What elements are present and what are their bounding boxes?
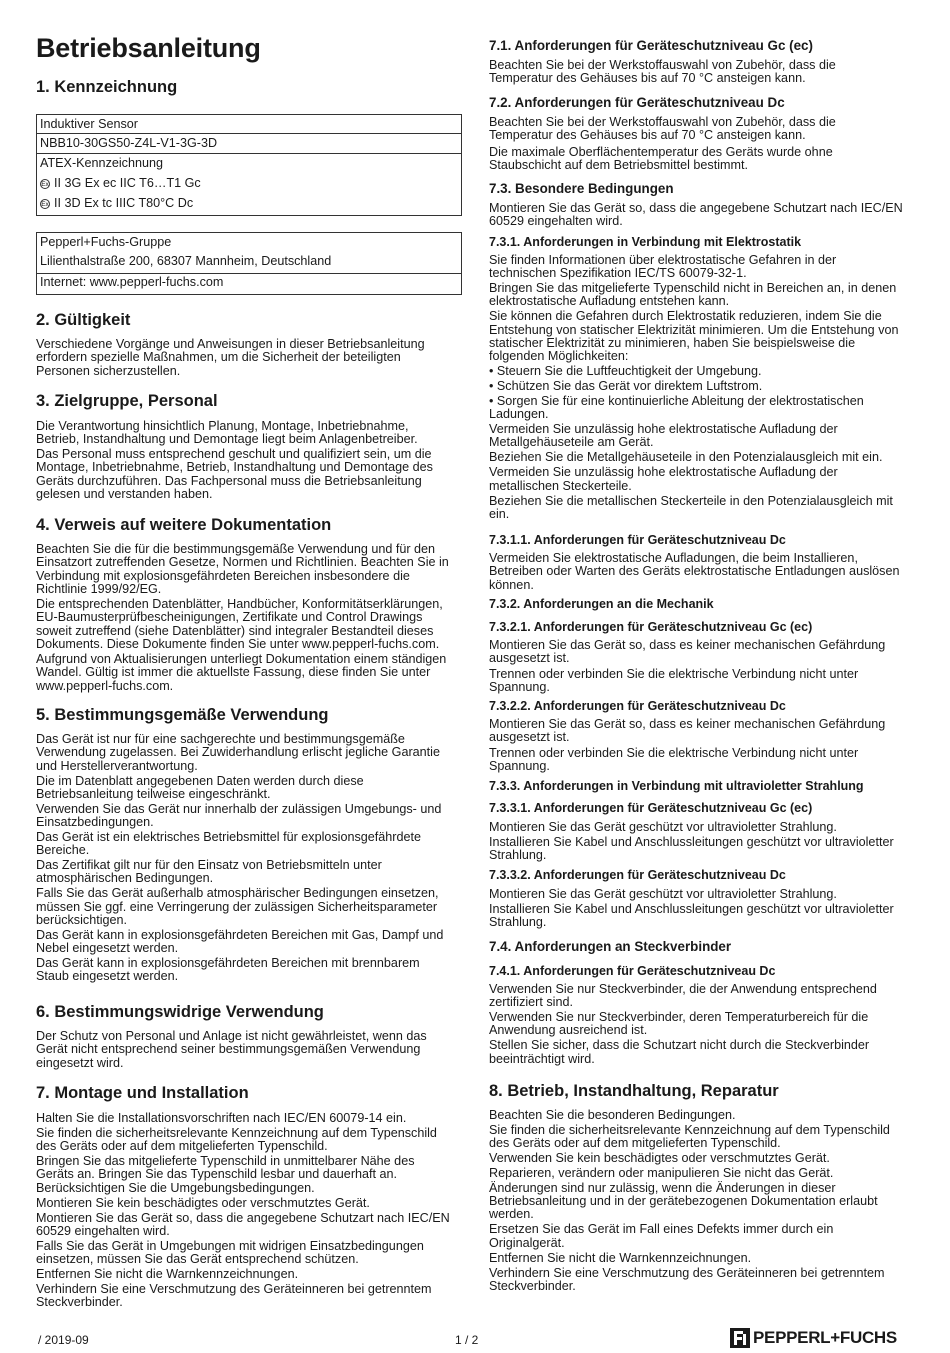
text-line: folgenden Möglichkeiten: — [489, 349, 629, 364]
text-line: Geräts an. Bringen Sie das Typenschild lesbar und dauerhaft an. — [36, 1167, 398, 1182]
text-line: Berücksichtigen Sie die Umgebungsbedingungen. — [36, 1180, 315, 1195]
page-title: Betriebsanleitung — [36, 33, 261, 63]
text-line: Staub eingesetzt werden. — [36, 969, 179, 984]
text-line: Das Gerät kann in explosionsgefährdeten Bereichen mit brennbarem — [36, 956, 420, 970]
paragraph — [36, 543, 466, 596]
text-line: zertifiziert sind. — [489, 995, 573, 1010]
text-line: elektrostatische Aufladung entstehen kann. — [489, 294, 730, 309]
section-heading: 7. Montage und Installation — [36, 1084, 249, 1102]
text-line: Die maximale Oberflächentemperatur des Geräts wurde ohne — [489, 145, 833, 159]
text-line: Verwendung zugelassen. Bei Zuwiderhandlung erlischt jegliche Garantie — [36, 745, 440, 760]
text-line: Vermeiden Sie elektrostatische Aufladungen, die beim Installieren, — [489, 551, 858, 565]
table-divider — [37, 153, 461, 154]
text-line: Verwenden Sie das Gerät nur innerhalb der zulässigen Umgebungs- und — [36, 801, 442, 816]
marking-text: II 3G Ex ec IIC T6…T1 Gc — [54, 176, 201, 190]
text-line: Geräts durchzuführen. Das Fachpersonal muss die Betriebsanleitung — [36, 473, 422, 488]
text-line: Richtlinie 1999/92/EG. — [36, 581, 162, 596]
paragraph — [489, 1109, 919, 1122]
text-line: Die im Datenblatt angegebenen Daten werden durch diese — [36, 773, 364, 788]
paragraph — [489, 552, 919, 592]
text-line: Installieren Sie Kabel und Anschlussleitungen geschützt vor ultravioletter — [489, 902, 894, 916]
section-heading: 8. Betrieb, Instandhaltung, Reparatur — [489, 1082, 779, 1100]
manufacturer-table — [36, 232, 462, 295]
text-line: Temperatur des Gehäuses bis auf 70 °C ansteigen kann. — [489, 128, 806, 143]
paragraph — [489, 59, 919, 86]
paragraph — [36, 1127, 466, 1154]
subsection-heading: 7.3.3.1. Anforderungen für Geräteschutzniveau Gc (ec) — [489, 801, 813, 815]
text-line: Verwenden Sie nur Steckverbinder, deren Temperaturbereich für die — [489, 1010, 869, 1025]
paragraph — [36, 448, 466, 501]
text-line: Betrieb, Instandhaltung und Demontage liegt beim Anlagenbetreiber. — [36, 432, 418, 447]
paragraph — [489, 1124, 919, 1151]
marking-row — [40, 176, 201, 190]
text-line: Die Verantwortung hinsichtlich Planung, Montage, Inbetriebnahme, — [36, 419, 409, 433]
text-line: Falls Sie das Gerät in Umgebungen mit widrigen Einsatzbedingungen — [36, 1238, 424, 1253]
paragraph — [36, 1197, 466, 1210]
paragraph — [36, 803, 466, 830]
paragraph — [489, 718, 919, 745]
ex-symbol-icon: Ex — [41, 201, 49, 208]
section-heading: 7.3. Besondere Bedingungen — [489, 181, 674, 196]
paragraph — [489, 1267, 919, 1294]
text-line: EU-Baumusterprüfbescheinigungen, Zertifikate und Control Drawings — [36, 610, 423, 625]
text-line: Gerät nicht entsprechend seiner bestimmungsgemäßen Verwendung — [36, 1042, 421, 1057]
marking-row — [40, 136, 217, 150]
paragraph — [36, 653, 466, 693]
paragraph — [489, 1182, 919, 1222]
section-heading: 7.4. Anforderungen an Steckverbinder — [489, 939, 732, 954]
paragraph — [36, 831, 466, 858]
text-line: Metallgehäuseteile am Gerät. — [489, 435, 654, 450]
text-line: Bringen Sie das mitgelieferte Typenschild in unmittelbarer Nähe des — [36, 1154, 415, 1169]
text-line: gelesen und verstanden haben. — [36, 486, 213, 501]
text-line: berücksichtigen. — [36, 912, 128, 927]
subsection-heading: 7.3.1.1. Anforderungen für Geräteschutzniveau Dc — [489, 533, 786, 547]
text-line: Montieren Sie das Gerät so, dass es keiner mechanischen Gefährdung — [489, 638, 886, 652]
text-line: und Herstellerverantwortung. — [36, 758, 198, 773]
subsection-heading: 7.3.2.1. Anforderungen für Geräteschutzniveau Gc (ec) — [489, 620, 813, 634]
text-line: Bereiche. — [36, 843, 90, 858]
text-line: Sie finden die sicherheitsrelevante Kennzeichnung auf dem Typenschild — [36, 1125, 437, 1140]
text-line: ein. — [489, 506, 510, 521]
text-line: Betriebsanleitung teilweise eingeschränkt. — [36, 786, 271, 801]
text-line: Trennen oder verbinden Sie die elektrische Verbindung nicht unter — [489, 746, 859, 760]
paragraph — [489, 254, 919, 281]
paragraph — [489, 639, 919, 666]
text-line: Änderungen sind nur zulässig, wenn die Änderungen in dieser — [489, 1180, 836, 1195]
text-line: Beziehen Sie die metallischen Steckerteile in den Potenzialausgleich mit — [489, 493, 893, 508]
text-line: Montieren Sie das Gerät so, dass die angegebene Schutzart nach IEC/EN — [36, 1210, 450, 1225]
text-line: Montieren Sie kein beschädigtes oder verschmutztes Gerät. — [36, 1195, 370, 1210]
text-line: Das Gerät kann in explosionsgefährdeten Bereichen mit Gas, Dampf und — [36, 927, 444, 942]
marking-text: ATEX-Kennzeichnung — [40, 156, 163, 170]
paragraph — [489, 395, 919, 422]
manufacturer-row: Pepperl+Fuchs-Gruppe — [40, 235, 172, 249]
text-line: Montieren Sie das Gerät so, dass es keiner mechanischen Gefährdung — [489, 717, 886, 731]
text-line: ausgesetzt ist. — [489, 730, 570, 745]
text-line: Vermeiden Sie unzulässig hohe elektrostatische Aufladung der — [489, 465, 838, 480]
text-line: Steckverbinder. — [36, 1295, 123, 1310]
text-line: Ladungen. — [489, 407, 549, 422]
text-line: Verhindern Sie eine Verschmutzung des Geräteinneren bei getrenntem — [489, 1265, 885, 1280]
text-line: • Steuern Sie die Luftfeuchtigkeit der Umgebung. — [489, 364, 762, 379]
text-line: Sie können die Gefahren durch Elektrostatik reduzieren, indem Sie die — [489, 309, 882, 324]
paragraph — [489, 365, 919, 378]
marking-table — [36, 114, 462, 216]
footer-page-number: 1 / 2 — [455, 1333, 479, 1347]
text-line: Personen sicherzustellen. — [36, 363, 181, 378]
section-heading: 6. Bestimmungswidrige Verwendung — [36, 1003, 324, 1021]
text-line: Verschiedene Vorgänge und Anweisungen in dieser Betriebsanleitung — [36, 337, 425, 351]
paragraph — [489, 451, 919, 464]
text-line: Montage, Inbetriebnahme, Betrieb, Instandhaltung und Demontage des — [36, 460, 433, 475]
marking-text: II 3D Ex tc IIIC T80°C Dc — [54, 196, 194, 210]
text-line: www.pepperl-fuchs.com. — [36, 678, 174, 693]
section-heading: 5. Bestimmungsgemäße Verwendung — [36, 706, 329, 724]
section-heading: 7.1. Anforderungen für Geräteschutzniveau Gc (ec) — [489, 38, 813, 53]
paragraph — [36, 1030, 466, 1070]
text-line: eingesetzt wird. — [36, 1055, 124, 1070]
paragraph — [489, 1011, 919, 1038]
paragraph — [36, 929, 466, 956]
paragraph — [489, 903, 919, 930]
text-line: 60529 eingehalten wird. — [489, 214, 623, 229]
text-line: Aufgrund von Aktualisierungen unterliegt Dokumentation einem ständigen — [36, 652, 447, 666]
text-line: einsetzen, müssen Sie das Gerät entsprechend schützen. — [36, 1251, 359, 1266]
paragraph — [36, 1155, 466, 1195]
text-line: Wandel. Gültig ist immer die aktuellste Fassung, diese finden Sie unter — [36, 665, 431, 680]
text-line: metallischen Steckerteile. — [489, 478, 632, 493]
paragraph — [36, 1268, 466, 1281]
text-line: Montieren Sie das Gerät geschützt vor ultravioletter Strahlung. — [489, 820, 837, 834]
paragraph — [489, 1152, 919, 1165]
paragraph — [489, 836, 919, 863]
text-line: Entfernen Sie nicht die Warnkennzeichnungen. — [489, 1250, 752, 1265]
paragraph — [489, 1167, 919, 1180]
paragraph — [489, 747, 919, 774]
text-line: Betreiben oder Warten des Geräts elektrostatische Entladungen auslösen — [489, 564, 900, 579]
section-heading: 3. Zielgruppe, Personal — [36, 392, 218, 410]
text-line: Die entsprechenden Datenblätter, Handbücher, Konformitätserklärungen, — [36, 597, 443, 611]
paragraph — [489, 668, 919, 695]
subsection-heading: 7.3.2. Anforderungen an die Mechanik — [489, 597, 714, 611]
subsection-heading: 7.3.2.2. Anforderungen für Geräteschutzniveau Dc — [489, 699, 786, 713]
text-line: Beachten Sie die besonderen Bedingungen. — [489, 1108, 736, 1122]
footer-date: / 2019-09 — [38, 1333, 89, 1347]
paragraph — [36, 420, 466, 447]
text-line: atmosphärischen Bedingungen. — [36, 871, 214, 886]
brand-logo — [730, 1326, 897, 1350]
text-line: Montieren Sie das Gerät so, dass die angegebene Schutzart nach IEC/EN — [489, 201, 903, 215]
table-divider — [37, 133, 461, 134]
text-line: Vermeiden Sie unzulässig hohe elektrostatische Aufladung der — [489, 422, 838, 437]
marking-text: Induktiver Sensor — [40, 117, 139, 131]
paragraph — [489, 380, 919, 393]
paragraph — [489, 1039, 919, 1066]
text-line: Bringen Sie das mitgelieferte Typenschild nicht in Bereichen an, in denen — [489, 281, 897, 296]
pepperl-fuchs-logo-icon — [730, 1328, 750, 1348]
text-line: Entfernen Sie nicht die Warnkennzeichnungen. — [36, 1266, 299, 1281]
text-line: Steckverbinder. — [489, 1278, 576, 1293]
paragraph — [36, 338, 466, 378]
paragraph — [36, 887, 466, 927]
text-line: Sie finden die sicherheitsrelevante Kennzeichnung auf dem Typenschild — [489, 1122, 890, 1137]
subsection-heading: 7.4.1. Anforderungen für Geräteschutzniveau Dc — [489, 964, 776, 978]
subsection-heading: 7.3.1. Anforderungen in Verbindung mit Elektrostatik — [489, 235, 802, 249]
text-line: Entstehung von statischer Elektrizität minimieren. Um die Entstehung von — [489, 322, 899, 337]
paragraph — [489, 310, 919, 363]
text-line: Der Schutz von Personal und Anlage ist nicht gewährleistet, wenn das — [36, 1029, 427, 1043]
text-line: Das Gerät ist ein elektrisches Betriebsmittel für explosionsgefährdete — [36, 829, 421, 844]
text-line: Beachten Sie bei der Werkstoffauswahl von Zubehör, dass die — [489, 58, 836, 72]
text-line: beeinträchtigt wird. — [489, 1051, 595, 1066]
text-line: erfordern spezielle Maßnahmen, um die Sicherheit der beteiligten — [36, 350, 401, 365]
text-line: Verbindung mit explosionsgefährdeten Bereichen insbesondere die — [36, 568, 410, 583]
text-line: 60529 eingehalten wird. — [36, 1223, 170, 1238]
text-line: Dokuments. Diese Dokumente finden Sie unter www.pepperl-fuchs.com. — [36, 636, 440, 651]
text-line: Beachten Sie die für die bestimmungsgemäße Verwendung und für den — [36, 542, 436, 556]
text-line: des Geräts oder auf dem mitgelieferten Typenschild. — [36, 1139, 328, 1154]
paragraph — [489, 282, 919, 309]
paragraph — [489, 1252, 919, 1265]
text-line: Halten Sie die Installationsvorschriften nach IEC/EN 60079-14 ein. — [36, 1111, 407, 1125]
text-line: statischer Elektrizität zu minimieren, haben Sie beispielsweise die — [489, 335, 856, 350]
text-line: Strahlung. — [489, 915, 547, 930]
text-line: Einsatzort zutreffenden Gesetze, Normen und Richtlinien. Beachten Sie in — [36, 555, 449, 570]
text-line: Anwendung ausreichend ist. — [489, 1023, 648, 1038]
marking-row — [40, 156, 163, 170]
text-line: werden. — [489, 1207, 534, 1222]
paragraph — [489, 466, 919, 493]
text-line: Verhindern Sie eine Verschmutzung des Geräteinneren bei getrenntem — [36, 1281, 432, 1296]
text-line: Originalgerät. — [489, 1235, 565, 1250]
text-line: Sie finden Informationen über elektrostatische Gefahren in der — [489, 253, 837, 267]
paragraph — [36, 1112, 466, 1125]
text-line: des Geräts oder auf dem mitgelieferten Typenschild. — [489, 1136, 781, 1151]
text-line: Falls Sie das Gerät außerhalb atmosphärischer Bedingungen einsetzen, — [36, 886, 439, 901]
text-line: Beziehen Sie die Metallgehäuseteile in den Potenzialausgleich mit ein. — [489, 450, 883, 465]
marking-text: NBB10-30GS50-Z4L-V1-3G-3D — [40, 136, 218, 150]
paragraph — [36, 733, 466, 773]
table-divider — [37, 273, 461, 274]
text-line: Das Personal muss entsprechend geschult und qualifiziert sein, um die — [36, 447, 432, 461]
paragraph — [489, 888, 919, 901]
text-line: Installieren Sie Kabel und Anschlussleitungen geschützt vor ultravioletter — [489, 835, 894, 849]
text-line: Montieren Sie das Gerät geschützt vor ultravioletter Strahlung. — [489, 887, 837, 901]
text-line: Verwenden Sie kein beschädigtes oder verschmutztes Gerät. — [489, 1151, 830, 1166]
paragraph — [36, 1212, 466, 1239]
paragraph — [489, 202, 919, 229]
text-line: ausgesetzt ist. — [489, 651, 570, 666]
text-line: Spannung. — [489, 680, 550, 695]
ex-symbol-icon: Ex — [41, 181, 49, 188]
text-line: Das Gerät ist nur für eine sachgerechte und bestimmungsgemäße — [36, 732, 405, 746]
paragraph — [36, 598, 466, 651]
text-line: Staubschicht auf dem Betriebsmittel bestimmt. — [489, 158, 748, 173]
text-line: müssen Sie ggf. eine Verringerung der zulässigen Sicherheitsparameter — [36, 899, 438, 914]
text-line: soweit zutreffend (siehe Datenblätter) sind integraler Bestandteil dieses — [36, 623, 434, 638]
text-line: Spannung. — [489, 759, 550, 774]
paragraph — [36, 859, 466, 886]
subsection-heading: 7.3.3. Anforderungen in Verbindung mit ultravioletter Strahlung — [489, 779, 864, 793]
paragraph — [489, 423, 919, 450]
manufacturer-row: Lilienthalstraße 200, 68307 Mannheim, Deutschland — [40, 254, 332, 268]
text-line: technischen Spezifikation IEC/TS 60079-32-1. — [489, 266, 747, 281]
text-line: Verwenden Sie nur Steckverbinder, die der Anwendung entsprechend — [489, 982, 877, 996]
text-line: Einsatzbedingungen. — [36, 814, 154, 829]
manufacturer-row: Internet: www.pepperl-fuchs.com — [40, 275, 224, 289]
section-heading: 2. Gültigkeit — [36, 311, 131, 329]
paragraph — [489, 116, 919, 143]
text-line: Ersetzen Sie das Gerät im Fall eines Defekts immer durch ein — [489, 1222, 834, 1237]
section-heading: 1. Kennzeichnung — [36, 78, 178, 96]
paragraph — [36, 1240, 466, 1267]
section-heading: 4. Verweis auf weitere Dokumentation — [36, 516, 332, 534]
paragraph — [36, 1283, 466, 1310]
text-line: Das Zertifikat gilt nur für den Einsatz von Betriebsmitteln unter — [36, 858, 382, 873]
marking-row — [40, 196, 193, 210]
text-line: Trennen oder verbinden Sie die elektrische Verbindung nicht unter — [489, 667, 859, 681]
text-line: • Schützen Sie das Gerät vor direktem Luftstrom. — [489, 379, 763, 394]
subsection-heading: 7.3.3.2. Anforderungen für Geräteschutzniveau Dc — [489, 868, 786, 882]
paragraph — [489, 983, 919, 1010]
text-line: • Sorgen Sie für eine kontinuierliche Ableitung der elektrostatischen — [489, 394, 864, 408]
logo-text: PEPPERL+FUCHS — [753, 1328, 897, 1347]
text-line: können. — [489, 577, 534, 592]
text-line: Reparieren, verändern oder manipulieren Sie nicht das Gerät. — [489, 1166, 834, 1180]
paragraph — [36, 775, 466, 802]
paragraph — [36, 957, 466, 984]
paragraph — [489, 1223, 919, 1250]
section-heading: 7.2. Anforderungen für Geräteschutzniveau Dc — [489, 95, 785, 110]
text-line: Nebel eingesetzt werden. — [36, 941, 179, 956]
text-line: Betriebsanleitung und in der gerätebezogenen Dokumentation erlaubt — [489, 1194, 878, 1209]
marking-row — [40, 117, 138, 131]
text-line: Strahlung. — [489, 848, 547, 863]
text-line: Stellen Sie sicher, dass die Schutzart nicht durch die Steckverbinder — [489, 1038, 870, 1053]
paragraph — [489, 821, 919, 834]
text-line: Temperatur des Gehäuses bis auf 70 °C ansteigen kann. — [489, 71, 806, 86]
paragraph — [489, 495, 919, 522]
paragraph — [489, 146, 919, 173]
text-line: Beachten Sie bei der Werkstoffauswahl von Zubehör, dass die — [489, 115, 836, 129]
